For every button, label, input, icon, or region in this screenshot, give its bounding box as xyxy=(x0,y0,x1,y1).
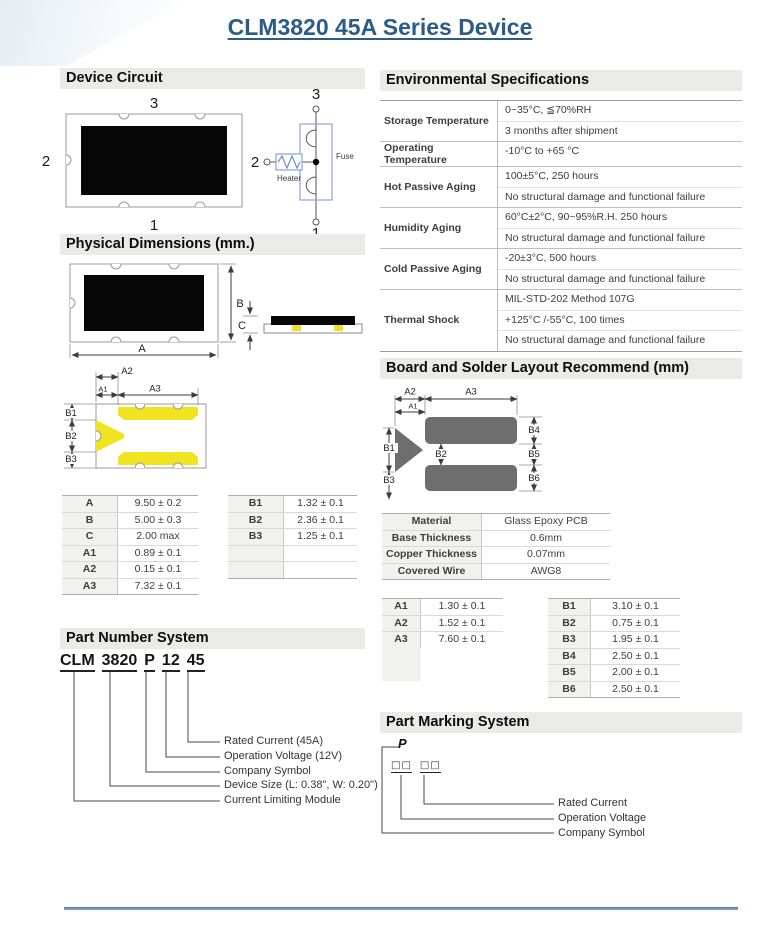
table-row xyxy=(228,513,357,530)
section-header-physical-dimensions: Physical Dimensions (mm.) xyxy=(60,234,365,255)
table-row xyxy=(380,290,742,351)
table-row-value: 5.00 ± 0.3 xyxy=(134,513,182,526)
table-row-label: Base Thickness xyxy=(382,531,482,547)
table-row-value: AWG8 xyxy=(530,564,562,577)
table-row xyxy=(380,208,742,249)
fuse-element-bottom xyxy=(306,177,316,194)
table-row xyxy=(382,531,610,548)
part-marking-symbol: P xyxy=(398,736,407,751)
dim-label-a2: A2 xyxy=(121,366,133,377)
dim-label-b2: B2 xyxy=(435,449,447,460)
table-row xyxy=(548,665,680,682)
junction-dot xyxy=(313,159,319,165)
dim-label-a1: A1 xyxy=(98,384,108,394)
table-row-value: 1.30 ± 0.1 xyxy=(438,600,486,612)
land-pattern-diagram xyxy=(58,362,298,492)
base-plate xyxy=(264,324,362,333)
env-row-value: No structural damage and functional failure xyxy=(505,272,706,285)
table-row xyxy=(62,513,198,530)
part-number-segment-family: CLM xyxy=(60,652,95,672)
env-row-label: Humidity Aging xyxy=(380,208,498,248)
part-number-segment-company: P xyxy=(144,652,155,672)
fuse-element-top xyxy=(306,130,316,147)
table-row xyxy=(382,564,610,580)
dim-label-b1: B1 xyxy=(65,408,77,419)
dimensions-table-b xyxy=(228,495,357,579)
table-row-label: Copper Thickness xyxy=(382,547,482,563)
solder-pad-bottom xyxy=(425,465,517,491)
footer-rule xyxy=(64,907,738,910)
table-row-label: A3 xyxy=(382,632,421,648)
dim-label-b3: B3 xyxy=(65,454,77,465)
marking-box-group-1: □□ xyxy=(391,760,412,771)
table-row-value: 0.07mm xyxy=(527,548,565,560)
part-number xyxy=(60,652,212,670)
dimensions-side-view xyxy=(234,282,369,360)
part-number-segment-voltage: 12 xyxy=(162,652,180,672)
terminal-2-label: 2 xyxy=(41,153,51,170)
dim-label-c: C xyxy=(238,320,246,332)
env-row-value: 60°C±2°C, 90~95%R.H. 250 hours xyxy=(498,208,742,229)
dim-label-b1: B1 xyxy=(383,443,395,454)
solder-pad-right xyxy=(334,325,343,331)
device-circuit-chip-diagram xyxy=(34,92,260,232)
fuse-label: Fuse xyxy=(336,152,354,161)
pad-bottom xyxy=(118,452,198,465)
table-row-value: 9.50 ± 0.2 xyxy=(134,497,182,509)
solder-pad-arrow xyxy=(395,428,423,472)
env-row-value: 3 months after shipment xyxy=(505,124,618,137)
table-row xyxy=(62,529,198,546)
solder-pad-left xyxy=(292,325,301,331)
table-row-label xyxy=(228,546,284,562)
env-row-label: Cold Passive Aging xyxy=(380,249,498,289)
table-row-value xyxy=(284,546,357,562)
pad-top xyxy=(118,407,198,420)
chip-body xyxy=(81,126,227,195)
table-row xyxy=(380,101,742,142)
table-row-label: B4 xyxy=(548,649,591,665)
table-row xyxy=(382,599,503,616)
section-header-part-marking: Part Marking System xyxy=(380,712,742,733)
table-row xyxy=(62,496,198,513)
device-circuit-schematic xyxy=(248,86,366,238)
table-row xyxy=(228,546,357,563)
table-row xyxy=(380,167,742,208)
table-row-value: 0.6mm xyxy=(529,531,563,544)
table-row-label: C xyxy=(62,529,118,545)
table-row-label xyxy=(228,562,284,578)
table-row xyxy=(382,514,610,531)
table-row xyxy=(62,579,198,595)
dim-label-b3: B3 xyxy=(383,475,395,486)
terminal-3-node xyxy=(313,106,319,112)
dim-label-b5: B5 xyxy=(528,449,540,460)
table-row xyxy=(62,546,198,563)
table-row-label: B1 xyxy=(548,599,591,615)
layout-table-a xyxy=(382,598,503,648)
table-row xyxy=(228,496,357,513)
env-row-label: Hot Passive Aging xyxy=(380,167,498,207)
table-row xyxy=(380,142,742,167)
table-row-value: 1.32 ± 0.1 xyxy=(297,497,344,509)
table-row-label: B xyxy=(62,513,118,529)
marking-label-operation-voltage: Operation Voltage xyxy=(558,812,647,824)
table-row xyxy=(382,547,610,564)
dim-label-b: B xyxy=(236,298,244,310)
chip-body-side xyxy=(271,316,355,325)
env-row-label: Thermal Shock xyxy=(380,290,498,351)
part-marking-leader-lines xyxy=(378,742,563,838)
part-number-segment-size: 3820 xyxy=(102,652,138,672)
dim-label-a3: A3 xyxy=(149,383,161,395)
schematic-terminal-2-label: 2 xyxy=(250,154,260,171)
marking-box-group-2: □□ xyxy=(419,760,441,771)
table-row-value: 0.89 ± 0.1 xyxy=(134,546,182,559)
env-row-value: -10°C to +65 °C xyxy=(505,145,580,157)
table-row xyxy=(62,562,198,579)
table-row-label: A2 xyxy=(62,562,118,578)
env-row-label: Operating Temperature xyxy=(380,142,498,166)
table-row xyxy=(380,249,742,290)
dim-label-b4: B4 xyxy=(528,425,540,436)
table-row xyxy=(228,529,357,546)
table-row-value: 2.50 ± 0.1 xyxy=(612,682,659,695)
table-row xyxy=(228,562,357,578)
dim-label-a3: A3 xyxy=(465,386,477,398)
heater-label: Heater xyxy=(276,174,302,183)
table-row-value: 1.25 ± 0.1 xyxy=(297,530,344,542)
table-row-label: A3 xyxy=(62,579,118,595)
chip-body xyxy=(84,275,204,331)
table-row-label: B1 xyxy=(228,496,284,512)
dim-label-a1: A1 xyxy=(408,401,418,411)
section-header-part-number: Part Number System xyxy=(60,628,365,649)
env-row-label: Storage Temperature xyxy=(380,101,498,141)
table-row xyxy=(548,682,680,698)
table-row-value xyxy=(284,562,357,578)
table-row-value: 7.32 ± 0.1 xyxy=(134,579,182,592)
table-row-value: 7.60 ± 0.1 xyxy=(438,633,486,645)
table-row-label: B2 xyxy=(228,513,284,529)
table-row-value: 2.00 ± 0.1 xyxy=(612,666,659,678)
table-row-label: B5 xyxy=(548,665,591,681)
material-table xyxy=(382,513,610,580)
table-row-label: B2 xyxy=(548,616,591,632)
dimensions-table-main xyxy=(62,495,198,595)
table-row-value: 1.95 ± 0.1 xyxy=(612,633,659,645)
env-row-value: +125°C /-55°C, 100 times xyxy=(498,311,742,332)
section-header-environmental: Environmental Specifications xyxy=(380,70,742,91)
table-row-label: Material xyxy=(382,514,482,530)
table-row-label: A1 xyxy=(62,546,118,562)
solder-layout-diagram xyxy=(380,381,680,515)
part-number-label-module: Current Limiting Module xyxy=(224,794,341,806)
layout-table-b xyxy=(548,598,680,698)
table-row-value: 2.36 ± 0.1 xyxy=(297,513,344,526)
section-header-device-circuit: Device Circuit xyxy=(60,68,365,89)
table-row xyxy=(548,632,680,649)
table-row-value: 2.50 ± 0.1 xyxy=(612,649,659,662)
solder-pad-top xyxy=(425,417,517,444)
table-row-value: Glass Epoxy PCB xyxy=(504,515,588,527)
schematic-terminal-3-label: 3 xyxy=(311,86,321,103)
table-row-label: B3 xyxy=(228,529,284,545)
dim-label-a2: A2 xyxy=(404,386,416,398)
table-row-label: A xyxy=(62,496,118,512)
env-row-value: No structural damage and functional failure xyxy=(505,190,706,203)
part-number-label-operation-voltage: Operation Voltage (12V) xyxy=(224,750,343,762)
env-row-value: -20±3°C, 500 hours xyxy=(498,249,742,270)
table-row-value: 1.52 ± 0.1 xyxy=(438,616,486,629)
table-row-label: A1 xyxy=(382,599,421,615)
table-row-value: 3.10 ± 0.1 xyxy=(612,600,659,612)
terminal-1-label: 1 xyxy=(149,217,159,234)
table-row-label: B6 xyxy=(548,682,591,698)
page-title: CLM3820 45A Series Device xyxy=(227,14,533,40)
marking-label-company-symbol: Company Symbol xyxy=(558,827,645,839)
env-row-value: MIL-STD-202 Method 107G xyxy=(498,290,742,311)
dim-label-b6: B6 xyxy=(528,473,540,484)
part-number-label-rated-current: Rated Current (45A) xyxy=(224,735,324,747)
marking-label-rated-current: Rated Current xyxy=(558,797,628,809)
table-row-value: 2.00 max xyxy=(136,530,180,542)
env-row-value: No structural damage and functional failure xyxy=(505,334,706,346)
table-row xyxy=(382,632,503,648)
section-header-board-layout: Board and Solder Layout Recommend (mm) xyxy=(380,358,742,379)
terminal-3-label: 3 xyxy=(149,95,159,112)
env-row-value: No structural damage and functional failure xyxy=(505,231,706,244)
table-row xyxy=(548,649,680,666)
table-row-label: B3 xyxy=(548,632,591,648)
dim-label-a: A xyxy=(138,343,146,355)
part-number-segment-current: 45 xyxy=(187,652,205,672)
env-row-value: 100±5°C, 250 hours xyxy=(498,167,742,188)
part-number-label-device-size: Device Size (L: 0.38", W: 0.20") xyxy=(224,779,378,791)
terminal-2-node xyxy=(264,159,270,165)
table-row-value: 0.75 ± 0.1 xyxy=(612,616,659,629)
env-row-value: 0~35°C, ≦70%RH xyxy=(498,101,742,122)
environmental-table xyxy=(380,100,742,352)
layout-table-a-extension xyxy=(382,648,421,681)
table-row xyxy=(548,599,680,616)
table-row-value: 0.15 ± 0.1 xyxy=(134,563,182,575)
table-row xyxy=(382,616,503,633)
table-row-label: A2 xyxy=(382,616,421,632)
table-row xyxy=(548,616,680,633)
dim-label-b2: B2 xyxy=(65,431,77,442)
part-number-label-company-symbol: Company Symbol xyxy=(224,765,311,777)
table-row-label: Covered Wire xyxy=(382,564,482,580)
